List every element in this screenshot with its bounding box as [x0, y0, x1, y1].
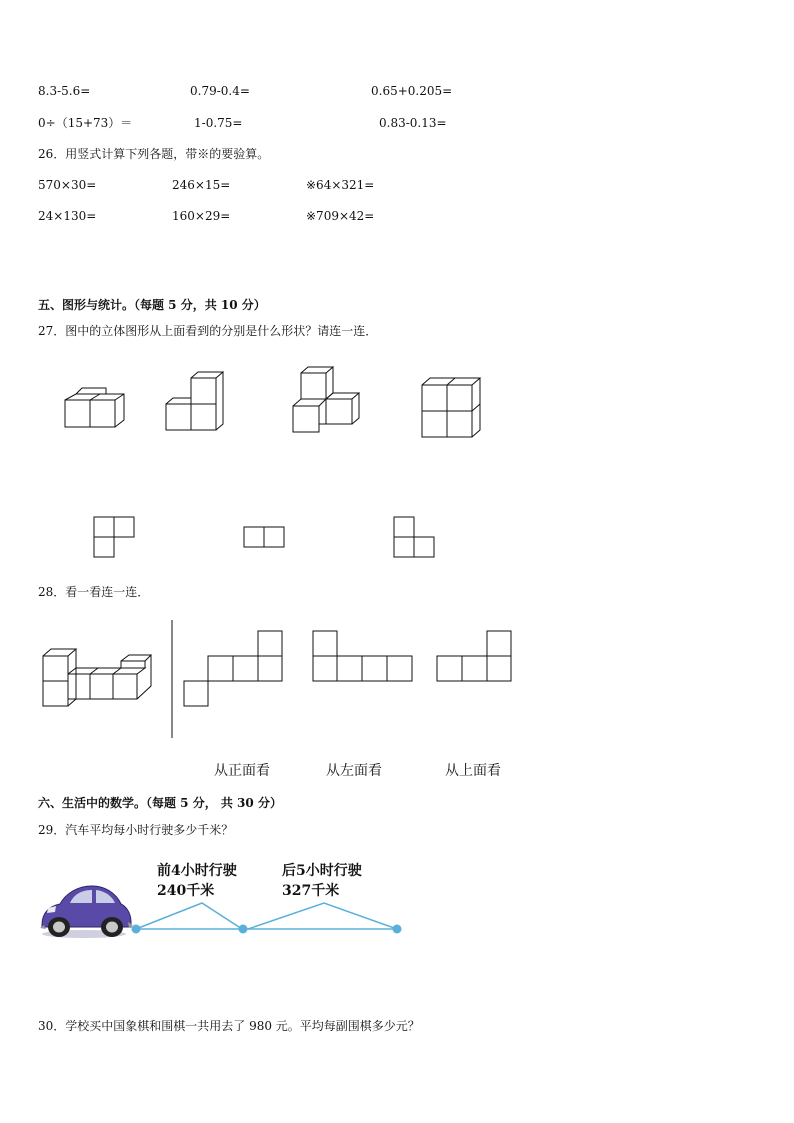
q26-item-5: 160×29= [172, 209, 231, 223]
q27-solid-2 [166, 372, 223, 430]
brace-2 [248, 903, 397, 929]
seg2-line1: 后5小时行驶 [282, 863, 362, 879]
point-start [132, 925, 141, 934]
q29-diagram [132, 903, 402, 934]
q29-title: 29．汽车平均每小时行驶多少千米？ [38, 823, 234, 837]
q28-view-2 [313, 631, 412, 681]
arith-1-2: 0.79-0.4= [190, 84, 250, 98]
q26-item-4: 24×130= [38, 209, 97, 223]
q30-title: 30．学校买中国象棋和围棋一共用去了 980 元。平均每副围棋多少元？ [38, 1019, 420, 1033]
q27-solid-3 [293, 367, 359, 432]
q27-title: 27．图中的立体图形从上面看到的分别是什么形状？请连一连． [38, 324, 378, 338]
q26-item-6: ※709×42= [306, 209, 375, 223]
arith-1-1: 8.3-5.6= [38, 84, 91, 98]
point-mid [239, 925, 248, 934]
seg1-line2: 240千米 [157, 883, 215, 899]
q27-view-1 [94, 517, 134, 557]
seg2-line2: 327千米 [282, 883, 340, 899]
section6-title: 六、生活中的数学。（每题 5 分， 共 30 分） [38, 796, 282, 810]
q26-item-1: 570×30= [38, 178, 97, 192]
view-label-top: 从上面看 [445, 763, 501, 779]
arith-2-2: 1-0.75= [194, 116, 243, 130]
q28-view-1 [184, 631, 282, 706]
section5-title: 五、图形与统计。（每题 5 分，共 10 分） [38, 298, 266, 312]
view-label-left: 从左面看 [326, 763, 382, 779]
view-label-front: 从正面看 [214, 763, 270, 779]
q28-title: 28．看一看连一连． [38, 585, 150, 599]
q28-solid [43, 649, 151, 706]
q26-title: 26．用竖式计算下列各题，带※的要验算。 [38, 147, 270, 161]
arith-2-3: 0.83-0.13= [379, 116, 447, 130]
q27-solid-1 [65, 388, 124, 427]
car-icon [40, 886, 133, 938]
q26-item-3: ※64×321= [306, 178, 375, 192]
q27-view-2 [244, 527, 284, 547]
seg1-line1: 前4小时行驶 [157, 863, 237, 879]
q27-view-3 [394, 517, 434, 557]
q27-solid-4 [422, 378, 480, 437]
arith-1-3: 0.65+0.205= [371, 84, 453, 98]
q26-item-2: 246×15= [172, 178, 231, 192]
q28-view-3 [437, 631, 511, 681]
point-end [393, 925, 402, 934]
brace-1 [136, 903, 242, 929]
arith-2-1: 0÷（15+73）＝ [38, 116, 133, 130]
